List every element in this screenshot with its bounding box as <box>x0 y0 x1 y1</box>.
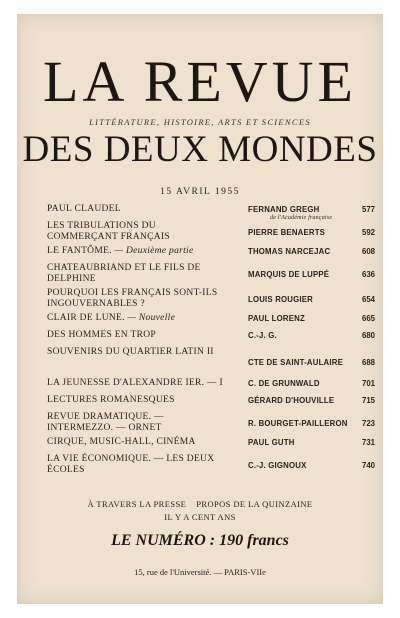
toc-author: C.-J. G. <box>248 331 277 340</box>
toc-entry <box>47 246 393 263</box>
toc-title: DES HOMMES EN TROP <box>47 330 156 340</box>
toc-affiliation: de l'Académie française <box>270 215 333 221</box>
toc-page: 701 <box>361 379 375 388</box>
toc-page: 731 <box>361 438 375 447</box>
toc-author: LOUIS ROUGIER <box>248 295 313 304</box>
footer-line-1: À TRAVERS LA PRESSE PROPOS DE LA QUINZAINE <box>87 499 313 509</box>
toc-author: PAUL LORENZ <box>248 314 305 323</box>
toc-author: C. DE GRUNWALD <box>248 379 320 388</box>
toc-page: 577 <box>361 205 375 214</box>
toc-entry <box>47 221 393 246</box>
footer-sections <box>17 498 383 524</box>
toc-page: 608 <box>361 247 375 256</box>
toc-author: FERNAND GREGH de l'Académie française <box>248 204 368 222</box>
toc-author: PAUL GUTH <box>248 438 295 447</box>
toc-author: PIERRE BENAERTS <box>248 228 326 237</box>
toc-title: CHATEAUBRIAND ET LE FILS DE DELPHINE <box>47 263 201 284</box>
toc-author: C.-J. GIGNOUX <box>248 461 307 470</box>
toc-author: GÉRARD D'HOUVILLE <box>248 396 335 405</box>
price-label: LE NUMÉRO : <box>111 532 220 549</box>
publisher-address: 15, rue de l'Université. — PARIS-VIIe <box>134 567 266 577</box>
masthead-name: DES DEUX MONDES <box>22 129 378 170</box>
toc-entry <box>47 395 393 412</box>
toc-page: 723 <box>361 419 375 428</box>
magazine-cover <box>17 14 383 604</box>
issue-date: 15 AVRIL 1955 <box>160 187 240 197</box>
toc-entry <box>47 412 393 437</box>
price-amount: 190 francs <box>219 532 289 549</box>
toc-entry <box>47 378 393 395</box>
toc-entry <box>47 330 393 347</box>
toc-title: CLAIR DE LUNE. — Nouvelle <box>47 313 176 323</box>
toc-title: PAUL CLAUDEL <box>47 204 121 214</box>
issue-price <box>17 532 383 550</box>
toc-entry <box>47 347 393 378</box>
toc-entry <box>47 263 393 288</box>
footer-line-2: IL Y A CENT ANS <box>164 512 236 522</box>
toc-entry <box>47 313 393 330</box>
toc-page: 688 <box>361 358 375 367</box>
toc-title: CIRQUE, MUSIC-HALL, CINÉMA <box>47 437 196 447</box>
toc-entry <box>47 454 393 479</box>
toc-page: 636 <box>361 270 375 279</box>
toc-page: 592 <box>361 228 375 237</box>
toc-entry <box>47 437 393 454</box>
toc-title: REVUE DRAMATIQUE. — INTERMEZZO. — ORNET <box>47 412 164 433</box>
toc-entry <box>47 288 393 313</box>
toc-author: THOMAS NARCEJAC <box>248 247 331 256</box>
toc-page: 740 <box>361 461 375 470</box>
toc-author: CTE DE SAINT-AULAIRE <box>248 358 343 367</box>
toc-page: 680 <box>361 331 375 340</box>
toc-entry <box>47 204 393 221</box>
toc-title: LES TRIBULATIONS DU COMMERÇANT FRANÇAIS <box>47 221 170 242</box>
table-of-contents <box>47 204 393 479</box>
toc-author: R. BOURGET-PAILLERON <box>248 419 348 428</box>
toc-title: POURQUOI LES FRANÇAIS SONT-ILS INGOUVERNABLES ? <box>47 288 218 309</box>
toc-title: SOUVENIRS DU QUARTIER LATIN II <box>47 347 214 357</box>
toc-title: LECTURES ROMANESQUES <box>47 395 175 405</box>
toc-title: LA VIE ÉCONOMIQUE. — LES DEUX ÉCOLES <box>47 454 215 475</box>
masthead-subtitle: LITTÉRATURE, HISTOIRE, ARTS ET SCIENCES <box>89 117 311 127</box>
toc-title: LA JEUNESSE D'ALEXANDRE IER. — I <box>47 378 223 388</box>
masthead-title: LA REVUE <box>43 49 357 114</box>
toc-page: 654 <box>361 295 375 304</box>
toc-page: 715 <box>361 396 375 405</box>
toc-page: 665 <box>361 314 375 323</box>
toc-author: MARQUIS DE LUPPÉ <box>248 270 330 279</box>
toc-title: LE FANTÔME. — Deuxième partie <box>47 246 194 256</box>
